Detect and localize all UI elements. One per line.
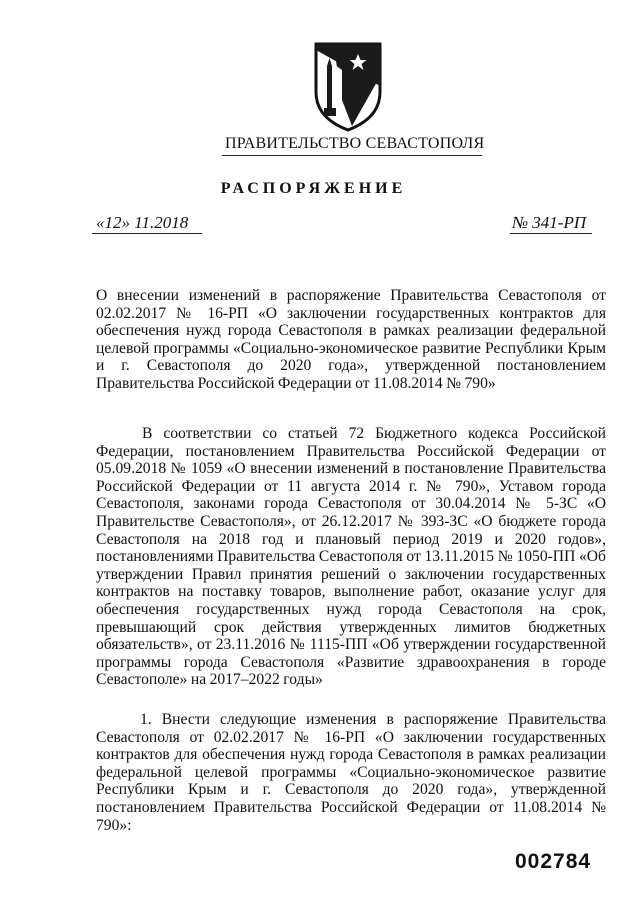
- sevastopol-coat-of-arms-icon: [312, 40, 384, 132]
- document-date: «12» 11.2018: [92, 213, 202, 234]
- item-1-paragraph: 1. Внести следующие изменения в распоряжение Правительства Севастополя от 02.02.2017 № 16-РП «О заключении государственных контрактов для обеспечения нужд города Севастополя в рамках реализации федеральной целевой программы «Социально-экономическое развитие Республики Крым и г. Севастополя до 2020 года», утвержденной постановлением Правительства Российской Федерации от 11.08.2014 № 790»:: [96, 711, 606, 834]
- government-title: ПРАВИТЕЛЬСТВО СЕВАСТОПОЛЯ: [225, 135, 485, 152]
- legal-basis-paragraph: В соответствии со статьей 72 Бюджетного кодекса Российской Федерации, постановлением Правительства Российской Федерации от 05.09.2018 № 1059 «О внесении изменений в постановление Правительства Российской Федерации от 11 августа 2014 г. № 790», Уставом города Севастополя, законами города Севастополя от 30.04.2014 № 5-ЗС «О Правительстве Севастополя», от 26.12.2017 № 393-ЗС «О бюджете города Севастополя на 2018 год и плановый период 2019 и 2020 годов», постановлениями Правительства Севастополя от 13.11.2015 № 1050-ПП «Об утверждении Правил принятия решений о заключении государственных контрактов на поставку товаров, выполнение работ, оказание услуг для обеспечения государственных нужд города Севастополя на срок, превышающий срок действия утвержденных лимитов бюджетных обязательств», от 23.11.2016 № 1115-ПП «Об утверждении государственной программы города Севастополя «Развитие здравоохранения в городе Севастополе» на 2017–2022 годы»: [96, 425, 606, 689]
- document-subject: О внесении изменений в распоряжение Правительства Севастополя от 02.02.2017 № 16-РП «О заключении государственных контрактов для обеспечения нужд города Севастополя в рамках реализации федеральной целевой программы «Социально-экономическое развитие Республики Крым и г. Севастополя до 2020 года», утвержденной постановлением Правительства Российской Федерации от 11.08.2014 № 790»: [96, 287, 606, 392]
- registration-number: 002784: [515, 850, 592, 873]
- title-underline: [222, 155, 482, 156]
- document-type-heading: РАСПОРЯЖЕНИЕ: [220, 180, 407, 197]
- document-number: № 341-РП: [510, 213, 592, 234]
